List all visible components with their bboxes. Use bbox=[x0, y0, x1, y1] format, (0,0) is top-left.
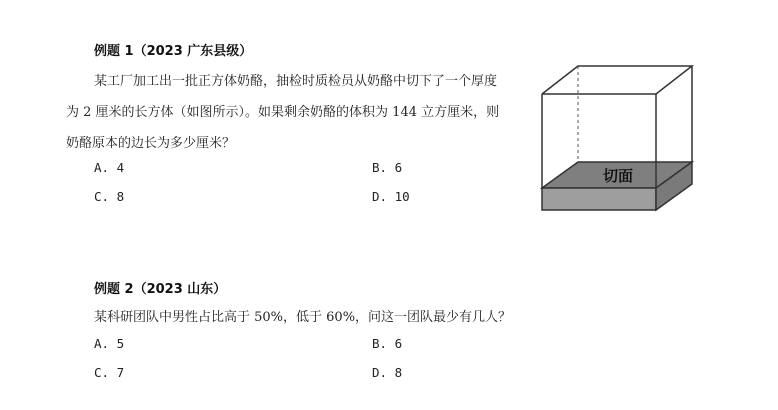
example1-line2: 为 2 厘米的长方体（如图所示）。如果剩余奶酪的体积为 144 立方厘米，则 bbox=[66, 105, 500, 120]
example1-line1: 某工厂加工出一批正方体奶酪，抽检时质检员从奶酪中切下了一个厚度 bbox=[94, 74, 498, 89]
example1-line3: 奶酪原本的边长为多少厘米？ bbox=[66, 136, 236, 151]
cube-cut-figure bbox=[538, 62, 698, 214]
example1-option-d: D. 10 bbox=[372, 189, 410, 204]
example2-option-a: A. 5 bbox=[94, 336, 125, 351]
example2-line1: 某科研团队中男性占比高于 50%，低于 60%，问这一团队最少有几人？ bbox=[94, 310, 512, 325]
example2-option-c: C. 7 bbox=[94, 365, 125, 380]
example1-title: 例题 1（2023 广东县级） bbox=[94, 44, 253, 59]
example2-option-d: D. 8 bbox=[372, 365, 403, 380]
example2-title: 例题 2（2023 山东） bbox=[94, 282, 227, 297]
cube-top-back bbox=[542, 66, 692, 94]
slab-front-face bbox=[542, 188, 656, 210]
cut-face-label: 切面 bbox=[602, 167, 634, 185]
example1-option-a: A. 4 bbox=[94, 160, 125, 175]
example1-option-c: C. 8 bbox=[94, 189, 125, 204]
example2-option-b: B. 6 bbox=[372, 336, 403, 351]
example1-option-b: B. 6 bbox=[372, 160, 403, 175]
